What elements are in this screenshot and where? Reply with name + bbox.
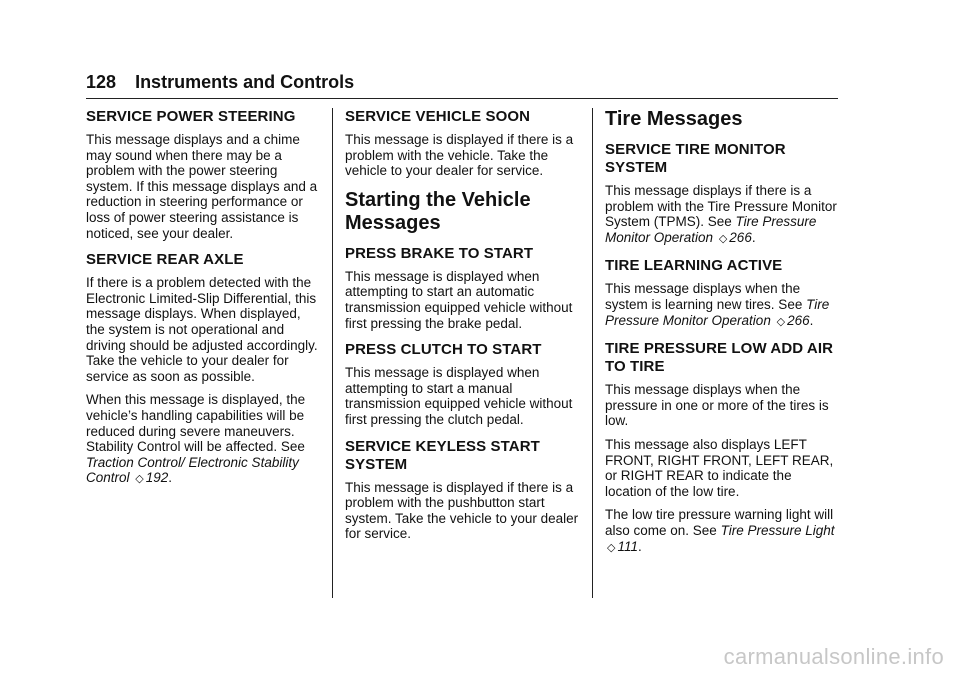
chapter-heading: Starting the Vehicle Messages [345, 188, 531, 234]
cross-reference-link[interactable]: Tire Pressure Monitor Operation [605, 296, 830, 328]
punctuation: . [638, 538, 642, 554]
paragraph: If there is a problem detected with the Electronic Limited-Slip Differential, this message displays. When displayed, the system is not operational and driving should be adjusted accordingly. Take the vehicle to your dealer for service as soon as possible. [86, 275, 318, 384]
page-title: Instruments and Controls [135, 72, 355, 92]
section-heading: SERVICE KEYLESS START SYSTEM [345, 437, 540, 473]
paragraph: This message displays and a chime may sound when there may be a problem with the power steering system. If this message displays and a reduction in steering performance or loss of power steering assistance is noticed, see your dealer. [86, 132, 318, 241]
page-ref-icon: ◇ [135, 473, 144, 486]
column-divider [332, 108, 333, 598]
section-heading: SERVICE REAR AXLE [86, 251, 244, 269]
paragraph [86, 392, 322, 488]
cross-reference-link[interactable]: Tire Pressure Light [720, 522, 835, 538]
paragraph-text: This message displays when the system is learning new tires. See [605, 281, 807, 312]
paragraph [605, 183, 841, 247]
column-1 [86, 108, 322, 496]
page-ref-icon: ◇ [718, 232, 728, 245]
page-reference[interactable]: 192 [145, 470, 169, 486]
page-reference[interactable]: 111 [617, 538, 638, 554]
paragraph: This message is displayed when attempting to start a manual transmission equipped vehicle without first pressing the clutch pedal. [345, 365, 573, 427]
paragraph: This message also displays LEFT FRONT, RIGHT FRONT, LEFT REAR, or RIGHT REAR to indicate the location of the low tire. [605, 436, 834, 499]
section-heading: PRESS CLUTCH TO START [345, 341, 542, 359]
page-number: 128 [86, 72, 117, 92]
page-header [86, 70, 838, 99]
section-heading: SERVICE POWER STEERING [86, 108, 296, 125]
page-reference[interactable]: 266 [729, 229, 752, 245]
page-ref-icon: ◇ [776, 315, 786, 328]
paragraph-text: The low tire pressure warning light will also come on. See [605, 507, 834, 538]
punctuation: . [751, 229, 756, 245]
paragraph-text: This message displays if there is a problem with the Tire Pressure Monitor System (TPMS). See [605, 183, 837, 230]
section-heading: SERVICE TIRE MONITOR SYSTEM [605, 141, 786, 176]
watermark: carmanualsonline.info [723, 644, 944, 669]
cross-reference-link[interactable]: Tire Pressure Monitor Operation [605, 214, 817, 245]
paragraph: This message is displayed if there is a problem with the pushbutton start system. Take the vehicle to your dealer for service. [345, 479, 579, 542]
section-heading: SERVICE VEHICLE SOON [345, 108, 531, 125]
column-2 [345, 108, 581, 550]
paragraph: This message displays when the pressure in one or more of the tires is low. [605, 382, 829, 429]
paragraph [605, 281, 841, 330]
paragraph: This message is displayed when attempting to start an automatic transmission equipped vehicle without first pressing the brake pedal. [345, 268, 573, 331]
cross-reference-link[interactable]: Traction Control/ Electronic Stability Control [86, 454, 299, 486]
section-heading: TIRE LEARNING ACTIVE [605, 257, 783, 275]
chapter-heading: Tire Messages [605, 108, 743, 130]
section-heading: PRESS BRAKE TO START [345, 244, 534, 262]
column-divider [592, 108, 593, 598]
punctuation: . [168, 470, 173, 486]
paragraph-text: When this message is displayed, the vehicle’s handling capabilities will be reduced during severe maneuvers. Stability Control will be affected. See [86, 392, 306, 455]
column-3 [605, 108, 841, 564]
paragraph [605, 507, 841, 556]
paragraph: This message is displayed if there is a problem with the vehicle. Take the vehicle to your dealer for service. [345, 132, 574, 179]
page-reference[interactable]: 266 [787, 312, 810, 328]
punctuation: . [809, 312, 814, 328]
section-heading: TIRE PRESSURE LOW ADD AIR TO TIRE [605, 340, 834, 376]
page-ref-icon: ◇ [607, 541, 616, 554]
